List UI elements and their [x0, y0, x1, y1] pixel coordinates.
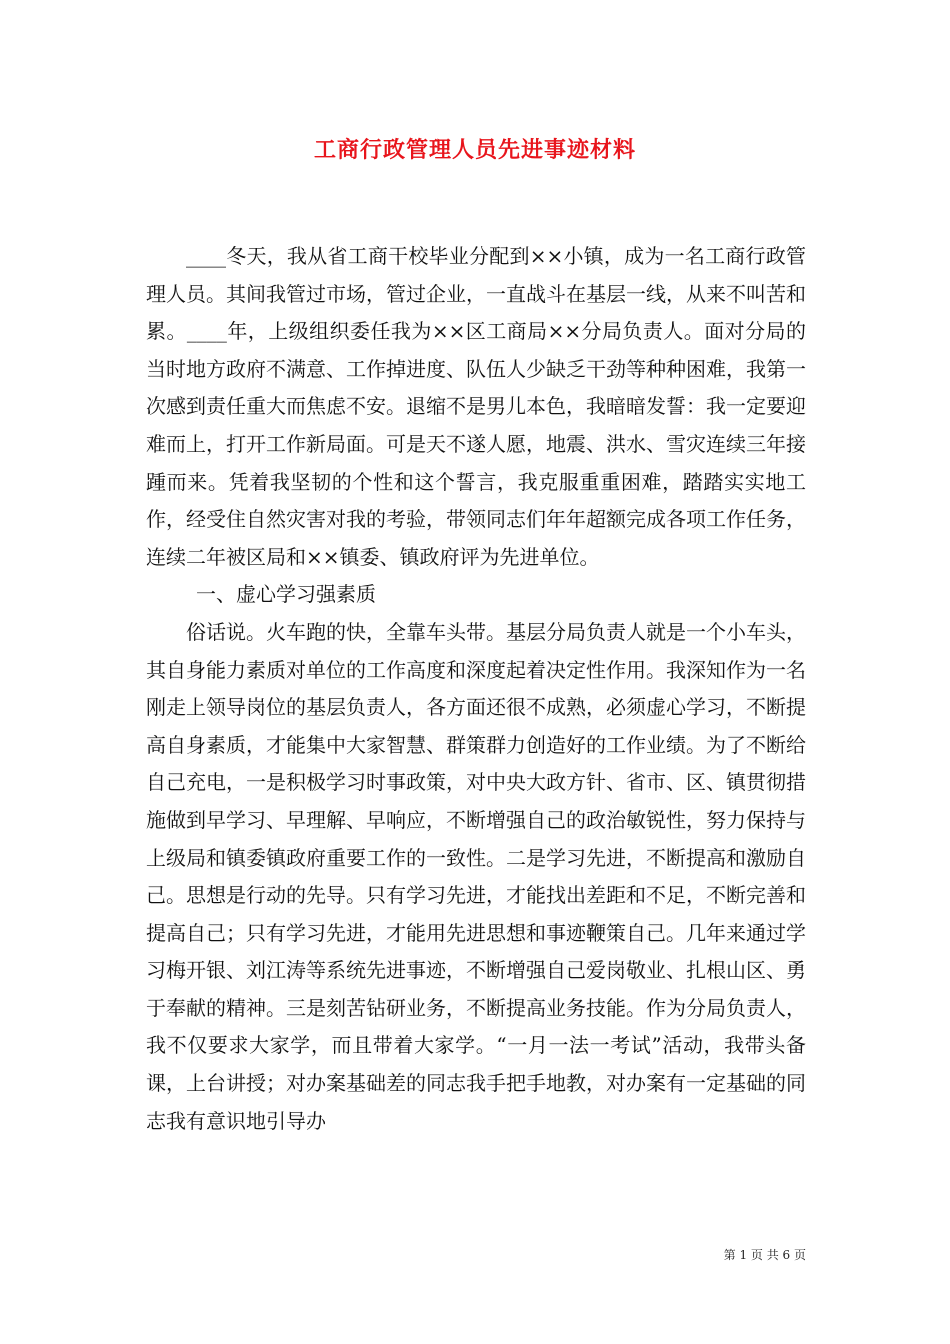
- paragraph-intro: ____冬天，我从省工商干校毕业分配到××小镇，成为一名工商行政管理人员。其间我管过市场，管过企业，一直战斗在基层一线，从来不叫苦和累。____年，上级组织委任我为××区工商局××分局负责人。面对分局的当时地方政府不满意、工作掉进度、队伍人少缺乏干劲等种种困难，我第一次感到责任重大而焦虑不安。退缩不是男儿本色，我暗暗发誓：我一定要迎难而上，打开工作新局面。可是天不遂人愿，地震、洪水、雪灾连续三年接踵而来。凭着我坚韧的个性和这个誓言，我克服重重困难，踏踏实实地工作，经受住自然灾害对我的考验，带领同志们年年超额完成各项工作任务，连续二年被区局和××镇委、镇政府评为先进单位。: [146, 244, 806, 569]
- section-heading: 一、虚心学习强素质: [196, 582, 376, 607]
- document-title: 工商行政管理人员先进事迹材料: [313, 137, 636, 163]
- page-number: 第 1 页 共 6 页: [723, 1248, 806, 1262]
- document-body: [146, 238, 806, 1140]
- paragraph-study: 俗话说。火车跑的快，全靠车头带。基层分局负责人就是一个小车头，其自身能力素质对单位的工作高度和深度起着决定性作用。我深知作为一名刚走上领导岗位的基层负责人，各方面还很不成熟，必须虚心学习，不断提高自身素质，才能集中大家智慧、群策群力创造好的工作业绩。为了不断给自己充电，一是积极学习时事政策，对中央大政方针、省市、区、镇贯彻措施做到早学习、早理解、早响应，不断增强自己的政治敏锐性，努力保持与上级局和镇委镇政府重要工作的一致性。二是学习先进，不断提高和激励自己。思想是行动的先导。只有学习先进，才能找出差距和不足，不断完善和提高自己；只有学习先进，才能用先进思想和事迹鞭策自己。几年来通过学习梅开银、刘江涛等系统先进事迹，不断增强自己爱岗敬业、扎根山区、勇于奉献的精神。三是刻苦钻研业务，不断提高业务技能。作为分局负责人，我不仅要求大家学，而且带着大家学。“一月一法一考试”活动，我带头备课，上台讲授；对办案基础差的同志我手把手地教，对办案有一定基础的同志我有意识地引导办: [146, 619, 806, 1133]
